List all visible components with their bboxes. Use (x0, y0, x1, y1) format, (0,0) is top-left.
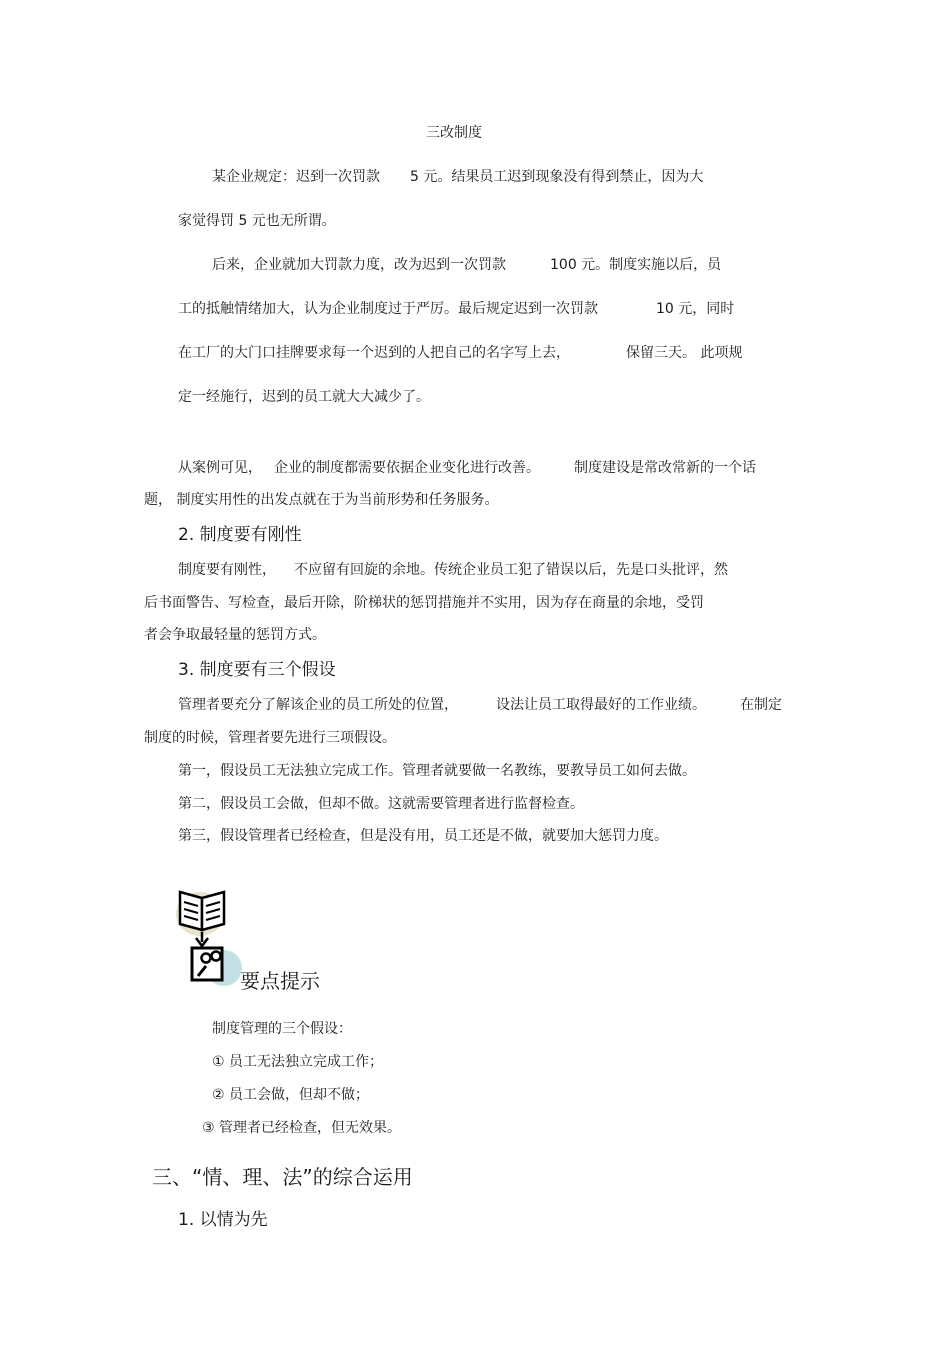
assumption-second: 第二，假设员工会做，但却不做。这就需要管理者进行监督检查。 (178, 796, 584, 812)
text-segment: 100 元。制度实施以后，员 (550, 257, 722, 273)
tips-intro: 制度管理的三个假设： (212, 1021, 352, 1037)
section3-line1 (178, 696, 782, 714)
section2-line1 (178, 561, 728, 579)
section3-heading: 3. 制度要有三个假设 (178, 660, 336, 680)
section2-heading: 2. 制度要有刚性 (178, 525, 302, 545)
text-segment: 从案例可见， (178, 460, 262, 476)
text-segment: 后来，企业就加大罚款力度，改为迟到一次罚款 (212, 257, 506, 273)
case-p2-line1 (212, 256, 721, 274)
text-segment: 管理者要充分了解该企业的员工所处的位置， (178, 697, 458, 713)
case-p2-line2 (178, 300, 734, 318)
text-segment: 10 元，同时 (656, 301, 735, 317)
text-segment: 不应留有回旋的余地。传统企业员工犯了错误以后，先是口头批评，然 (294, 562, 728, 578)
conclusion-line2: 题， 制度实用性的出发点就在于为当前形势和任务服务。 (144, 492, 499, 508)
case-p2-line3 (178, 344, 742, 362)
text-segment: 保留三天。 此项规 (626, 345, 743, 361)
part3-heading: 三、“情、理、法”的综合运用 (152, 1165, 413, 1189)
tips-title: 要点提示 (240, 969, 320, 993)
section3-line2: 制度的时候，管理者要先进行三项假设。 (144, 730, 396, 746)
conclusion-line1 (178, 459, 756, 477)
case-p2-line4: 定一经施行，迟到的员工就大大减少了。 (178, 389, 430, 405)
text-segment: 制度建设是常改常新的一个话 (574, 460, 756, 476)
text-segment: 某企业规定：迟到一次罚款 (212, 169, 380, 185)
section2-line3: 者会争取最轻量的惩罚方式。 (144, 627, 326, 643)
section2-line2: 后书面警告、写检查，最后开除，阶梯状的惩罚措施并不实用，因为存在商量的余地，受罚 (144, 595, 704, 611)
assumption-third: 第三，假设管理者已经检查，但是没有用，员工还是不做，就要加大惩罚力度。 (178, 828, 668, 844)
text-segment: 5 元。结果员工迟到现象没有得到禁止，因为大 (410, 169, 704, 185)
case-title: 三改制度 (426, 125, 482, 141)
book-and-pencil-icon (176, 886, 244, 990)
tips-item-1: ① 员工无法独立完成工作； (212, 1054, 384, 1070)
case-p1-line2: 家觉得罚 5 元也无所谓。 (178, 213, 336, 229)
text-segment: 设法让员工取得最好的工作业绩。 (496, 697, 706, 713)
text-segment: 工的抵触情绪加大，认为企业制度过于严厉。最后规定迟到一次罚款 (178, 301, 598, 317)
tips-item-3: ③ 管理者已经检查，但无效果。 (202, 1120, 402, 1136)
text-segment: 在制定 (740, 697, 782, 713)
text-segment: 企业的制度都需要依据企业变化进行改善。 (274, 460, 540, 476)
part3-subheading: 1. 以情为先 (178, 1210, 268, 1230)
case-p1-line1 (212, 168, 703, 186)
text-segment: 在工厂的大门口挂牌要求每一个迟到的人把自己的名字写上去， (178, 345, 570, 361)
assumption-first: 第一，假设员工无法独立完成工作。管理者就要做一名教练，要教导员工如何去做。 (178, 763, 696, 779)
tips-item-2: ② 员工会做，但却不做； (212, 1087, 370, 1103)
text-segment: 制度要有刚性， (178, 562, 276, 578)
